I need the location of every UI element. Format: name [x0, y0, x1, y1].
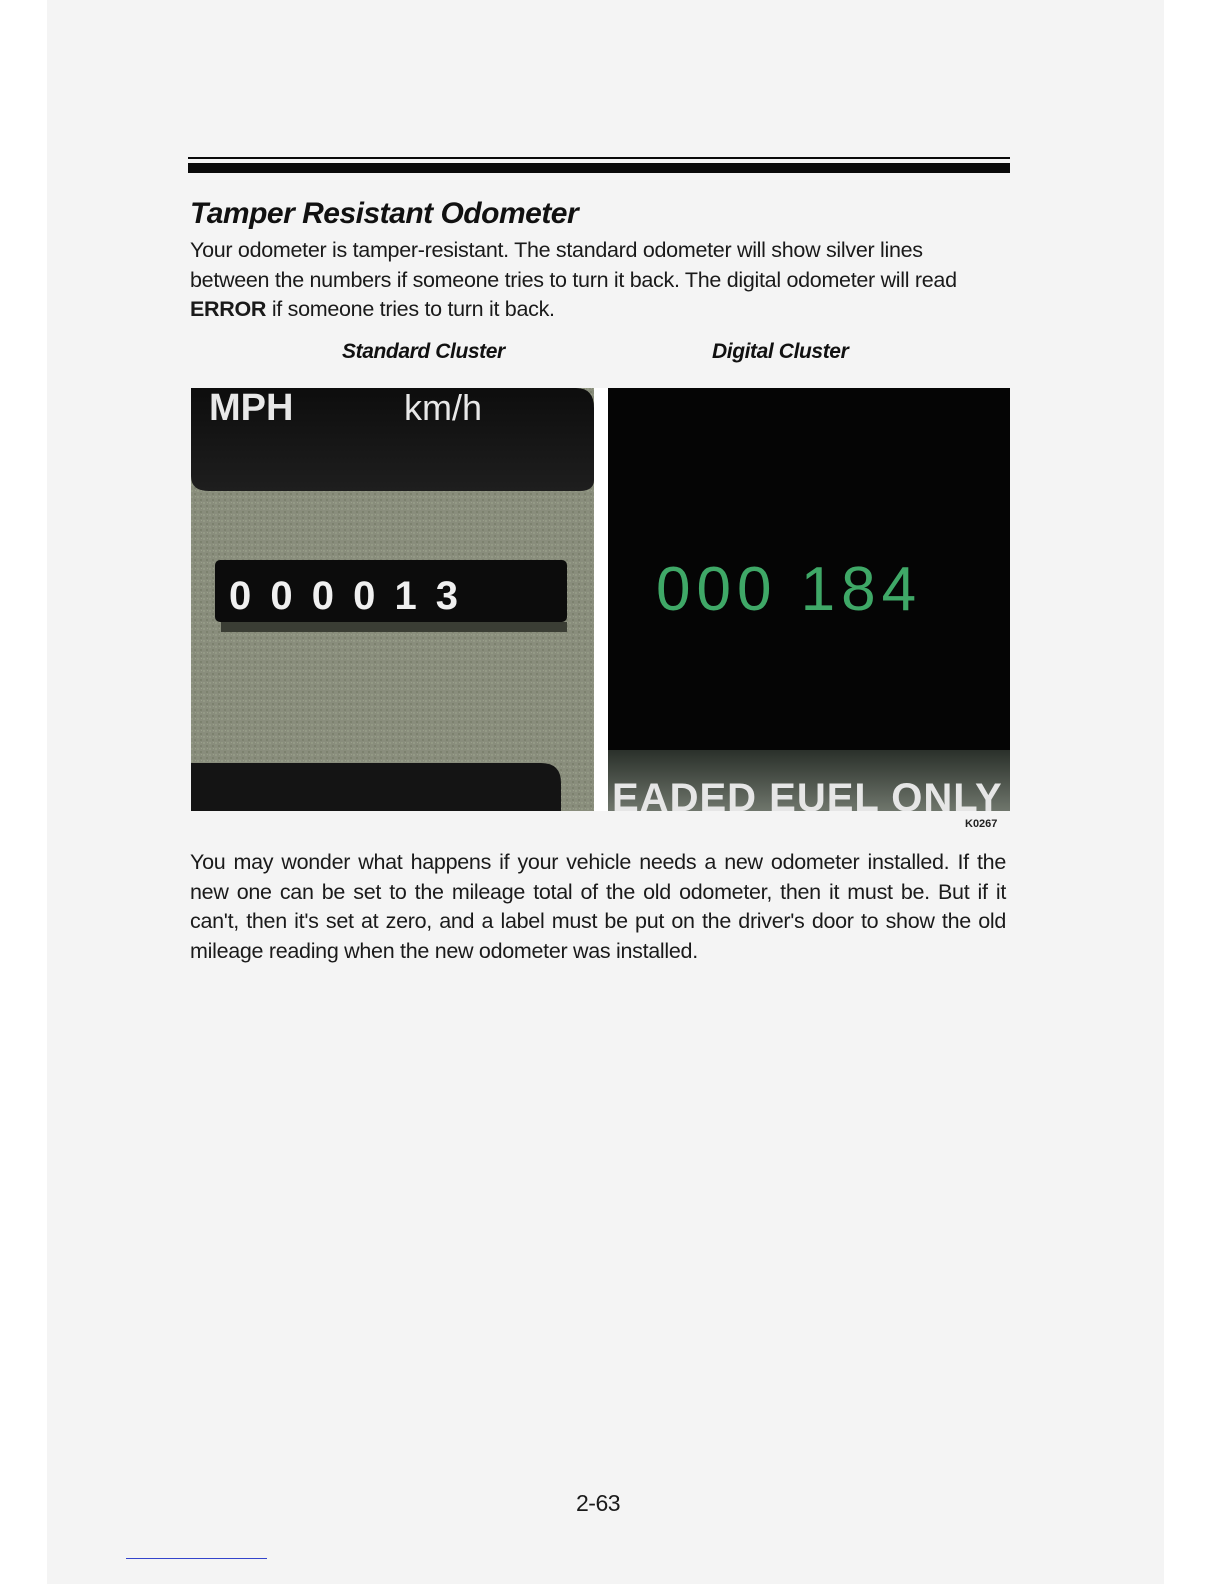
- kmh-label: km/h: [404, 388, 483, 428]
- intro-text-before: Your odometer is tamper-resistant. The standard odometer will show silver lines between the numbers if someone tries to turn it back. The digital odometer will read: [190, 238, 957, 292]
- digital-cluster-caption: Digital Cluster: [712, 340, 849, 363]
- digital-fuel-label: EADED EUEL ONLY: [612, 776, 1003, 811]
- intro-text-after: if someone tries to turn it back.: [266, 297, 555, 321]
- digital-cluster-illustration: [608, 388, 1010, 811]
- mph-label: MPH: [209, 388, 294, 429]
- intro-paragraph: [190, 236, 980, 325]
- bottom-link-underline: [126, 1558, 267, 1559]
- standard-cluster-caption: Standard Cluster: [342, 340, 505, 363]
- intro-text-bold: ERROR: [190, 297, 267, 321]
- standard-cluster-illustration: [191, 388, 594, 811]
- standard-odometer-digits: 0 0 0 0 1 3: [229, 574, 463, 618]
- digital-odometer-reading: 000 184: [656, 555, 923, 624]
- header-rule-thick: [188, 163, 1010, 173]
- figure-reference-code: K0267: [965, 818, 998, 830]
- standard-cluster-photo: [191, 388, 594, 811]
- page-number: 2-63: [576, 1490, 621, 1516]
- body-paragraph: You may wonder what happens if your vehicle needs a new odometer installed. If the new one can be set to the mileage total of the old odometer, then it must be. But if it can't, then it's set at zero, and a label must be put on the driver's door to show the old mileage reading when the new odometer was installed.: [190, 850, 1006, 963]
- odometer-figure: [191, 388, 1010, 811]
- header-rule-thin: [188, 157, 1010, 159]
- digital-cluster-photo: [608, 388, 1010, 811]
- section-heading: Tamper Resistant Odometer: [190, 197, 579, 230]
